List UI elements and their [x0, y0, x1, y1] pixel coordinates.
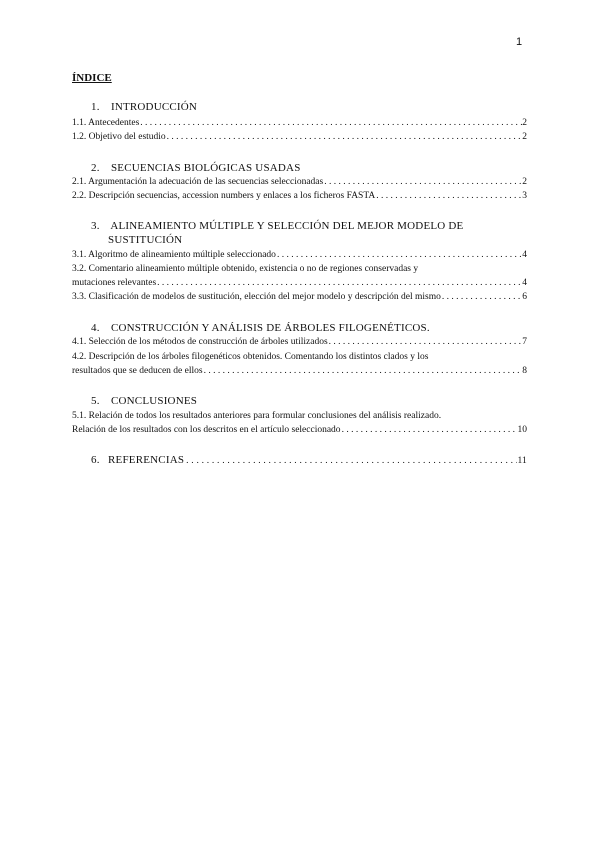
toc-entry-text[interactable]: 5.1. Relación de todos los resultados anteriores para formular conclusiones del análisis realizado. [72, 411, 442, 421]
toc-entry[interactable] [72, 278, 527, 288]
section-number: 2. [91, 162, 100, 174]
dot-leader [156, 278, 522, 288]
toc-entry[interactable] [72, 191, 527, 201]
page-number: 1 [516, 36, 523, 48]
toc-entry[interactable] [72, 177, 527, 187]
toc-entry-page: 2 [522, 177, 527, 187]
section-title: INTRODUCCIÓN [110, 101, 198, 113]
toc-entry-page: 3 [522, 191, 527, 201]
page-title: ÍNDICE [72, 72, 112, 84]
section-heading [91, 101, 197, 113]
dot-leader [276, 250, 522, 260]
toc-entry-page: 6 [522, 292, 527, 302]
toc-entry-page: 2 [522, 118, 527, 128]
dot-leader [323, 177, 522, 187]
toc-entry-text: mutaciones relevantes [72, 278, 157, 288]
dot-leader [203, 366, 523, 376]
section-heading [91, 322, 430, 334]
dot-leader [441, 292, 522, 302]
section-heading [91, 220, 463, 232]
section-title-continuation: SUSTITUCIÓN [108, 234, 183, 246]
section-title: ALINEAMIENTO MÚLTIPLE Y SELECCIÓN DEL MEJOR MODELO DE [110, 220, 464, 232]
section-number: 4. [91, 322, 100, 334]
toc-entry-page: 11 [517, 456, 527, 466]
toc-entry-page: 10 [517, 425, 527, 435]
section-heading [91, 162, 301, 174]
section-number: 1. [91, 101, 100, 113]
toc-entry-page: 2 [522, 132, 527, 142]
toc-entry-text: 4.1. Selección de los métodos de construcción de árboles utilizados [72, 337, 328, 347]
toc-entry-references[interactable] [91, 454, 527, 466]
toc-entry-page: 4 [522, 278, 527, 288]
toc-entry-text: Relación de los resultados con los descritos en el artículo seleccionado [72, 425, 341, 435]
dot-leader [184, 454, 517, 466]
section-title: CONSTRUCCIÓN Y ANÁLISIS DE ÁRBOLES FILOGENÉTICOS. [110, 322, 430, 334]
toc-entry[interactable] [72, 132, 527, 142]
toc-entry[interactable] [72, 337, 527, 347]
toc-entry[interactable] [72, 425, 527, 435]
dot-leader [375, 191, 522, 201]
toc-entry-text[interactable]: 4.2. Descripción de los árboles filogenéticos obtenidos. Comentando los distintos clados y los [72, 352, 429, 362]
section-title: SECUENCIAS BIOLÓGICAS USADAS [110, 162, 301, 174]
toc-entry-text: 2.2. Descripción secuencias, accession numbers y enlaces a los ficheros FASTA [72, 191, 376, 201]
toc-entry-text: 3.1. Algoritmo de alineamiento múltiple seleccionado [72, 250, 276, 260]
section-title: CONCLUSIONES [110, 395, 198, 407]
toc-entry-text: 1.2. Objetivo del estudio [72, 132, 166, 142]
section-number: 5. [91, 395, 100, 407]
dot-leader [328, 337, 523, 347]
section-title: REFERENCIAS [108, 454, 185, 466]
toc-entry[interactable] [72, 118, 527, 128]
toc-entry-page: 8 [522, 366, 527, 376]
dot-leader [341, 425, 518, 435]
toc-entry-page: 4 [522, 250, 527, 260]
toc-entry-text[interactable]: 3.2. Comentario alineamiento múltiple obtenido, existencia o no de regiones conservadas y [72, 264, 419, 274]
toc-entry[interactable] [72, 292, 527, 302]
toc-entry-text: 1.1. Antecedentes [72, 118, 140, 128]
toc-entry[interactable] [72, 366, 527, 376]
section-heading [91, 395, 197, 407]
section-number: 6. [91, 454, 100, 466]
toc-entry-text: resultados que se deducen de ellos [72, 366, 203, 376]
dot-leader [166, 132, 523, 142]
toc-entry-text: 3.3. Clasificación de modelos de sustitución, elección del mejor modelo y descripción del mismo [72, 292, 441, 302]
toc-entry[interactable] [72, 250, 527, 260]
toc-entry-text: 2.1. Argumentación la adecuación de las secuencias seleccionadas [72, 177, 324, 187]
toc-entry-page: 7 [522, 337, 527, 347]
section-number: 3. [91, 220, 100, 232]
dot-leader [139, 118, 522, 128]
